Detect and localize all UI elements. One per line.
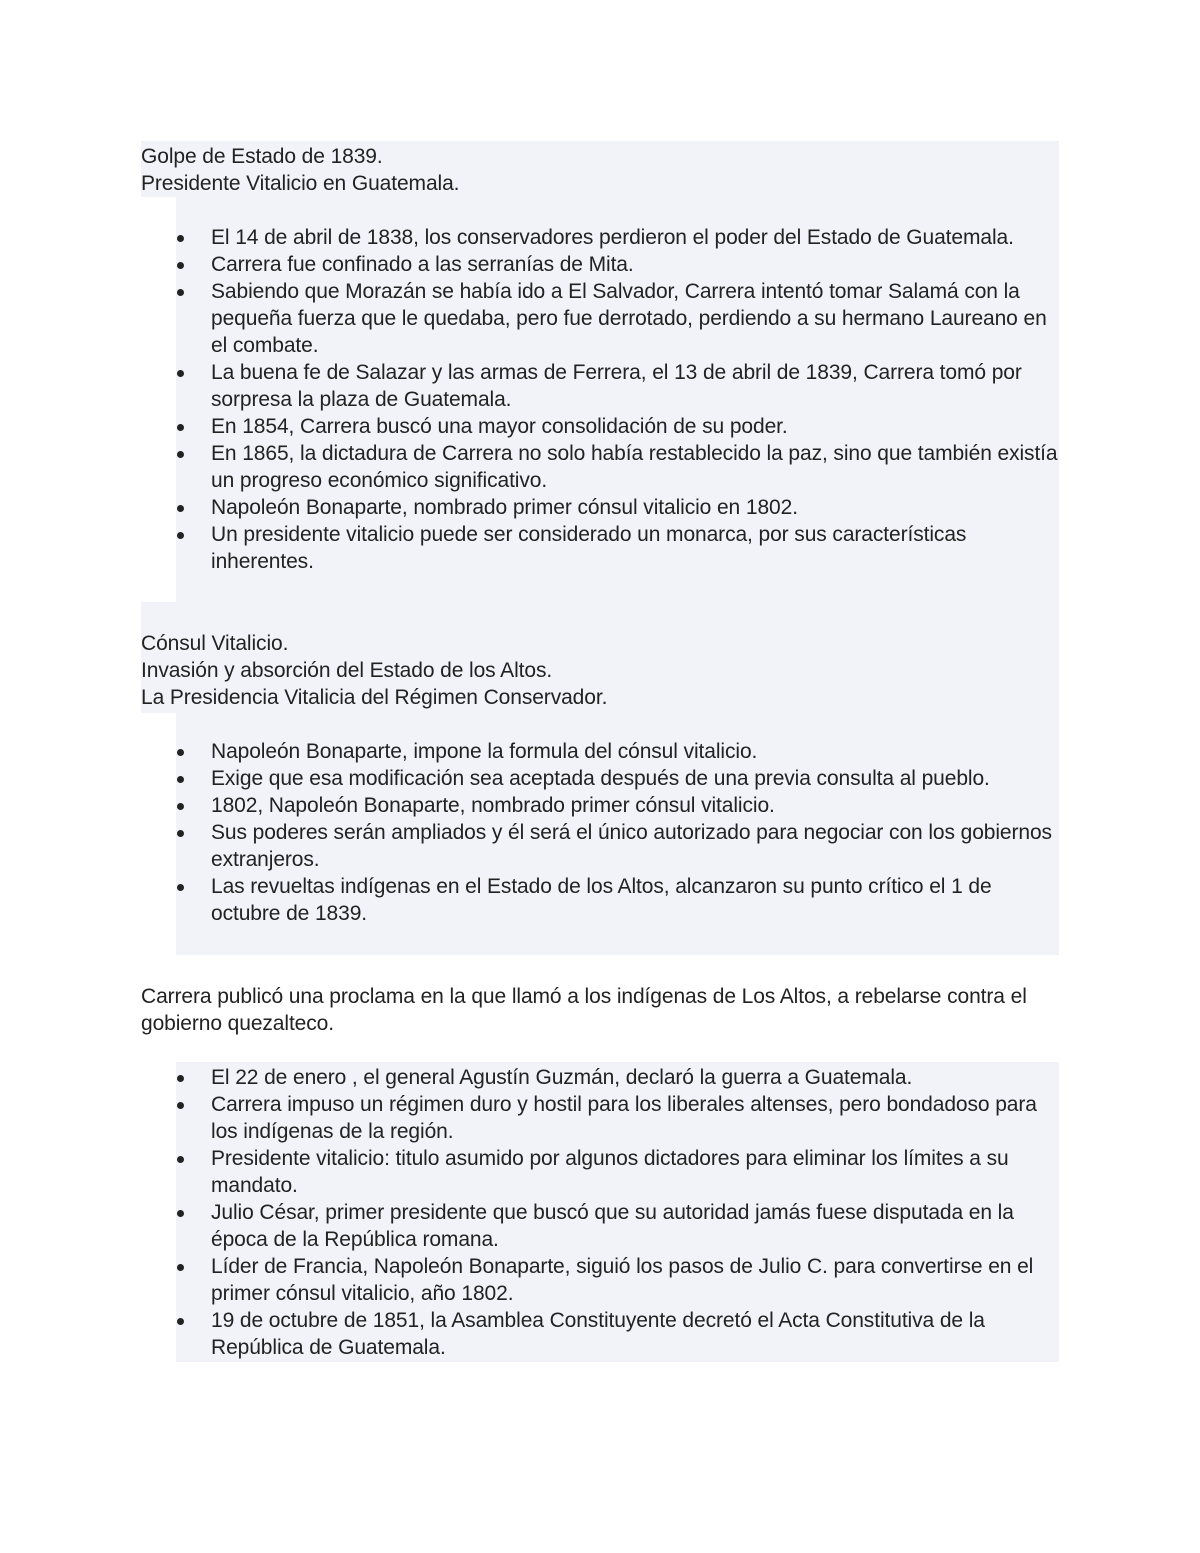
list-item: El 22 de enero , el general Agustín Guzmán, declaró la guerra a Guatemala. bbox=[141, 1064, 1061, 1091]
section-2 bbox=[141, 630, 1071, 927]
blank-line bbox=[141, 711, 1071, 738]
list-item: Un presidente vitalicio puede ser considerado un monarca, por sus características inherentes. bbox=[141, 521, 1061, 575]
list-item: Sus poderes serán ampliados y él será el único autorizado para negociar con los gobiernos extranjeros. bbox=[141, 819, 1061, 873]
list-item: Napoleón Bonaparte, impone la formula del cónsul vitalicio. bbox=[141, 738, 1061, 765]
list-item: En 1865, la dictadura de Carrera no solo había restablecido la paz, sino que también existía un progreso económico significativo. bbox=[141, 440, 1061, 494]
list-item: 1802, Napoleón Bonaparte, nombrado primer cónsul vitalicio. bbox=[141, 792, 1061, 819]
bullet-list bbox=[141, 1064, 1071, 1361]
section-heading: Invasión y absorción del Estado de los Altos. bbox=[141, 659, 553, 682]
section-heading: Presidente Vitalicio en Guatemala. bbox=[141, 172, 460, 195]
list-item: Exige que esa modificación sea aceptada después de una previa consulta al pueblo. bbox=[141, 765, 1061, 792]
list-item: Carrera fue confinado a las serranías de Mita. bbox=[141, 251, 1061, 278]
section-heading: La Presidencia Vitalicia del Régimen Conservador. bbox=[141, 686, 608, 709]
blank-line bbox=[141, 1037, 1071, 1064]
list-item: Julio César, primer presidente que buscó que su autoridad jamás fuese disputada en la época de la República romana. bbox=[141, 1199, 1061, 1253]
bullet-list bbox=[141, 224, 1071, 575]
list-item: Las revueltas indígenas en el Estado de los Altos, alcanzaron su punto crítico el 1 de octubre de 1839. bbox=[141, 873, 1061, 927]
section-heading: Cónsul Vitalicio. bbox=[141, 632, 289, 655]
list-item: En 1854, Carrera buscó una mayor consolidación de su poder. bbox=[141, 413, 1061, 440]
list-item: La buena fe de Salazar y las armas de Ferrera, el 13 de abril de 1839, Carrera tomó por sorpresa la plaza de Guatemala. bbox=[141, 359, 1061, 413]
list-item: Líder de Francia, Napoleón Bonaparte, siguió los pasos de Julio C. para convertirse en el primer cónsul vitalicio, año 1802. bbox=[141, 1253, 1061, 1307]
list-item: Sabiendo que Morazán se había ido a El Salvador, Carrera intentó tomar Salamá con la pequeña fuerza que le quedaba, pero fue derrotado, perdiendo a su hermano Laureano en el combate. bbox=[141, 278, 1061, 359]
section-heading: Golpe de Estado de 1839. bbox=[141, 145, 383, 168]
list-item: El 14 de abril de 1838, los conservadores perdieron el poder del Estado de Guatemala. bbox=[141, 224, 1061, 251]
list-item: 19 de octubre de 1851, la Asamblea Constituyente decretó el Acta Constitutiva de la República de Guatemala. bbox=[141, 1307, 1061, 1361]
bullet-list bbox=[141, 738, 1071, 927]
section-3 bbox=[141, 983, 1071, 1361]
section-1 bbox=[141, 143, 1071, 575]
list-item: Napoleón Bonaparte, nombrado primer cónsul vitalicio en 1802. bbox=[141, 494, 1061, 521]
blank-line bbox=[141, 197, 1071, 224]
list-item: Presidente vitalicio: titulo asumido por algunos dictadores para eliminar los límites a su mandato. bbox=[141, 1145, 1061, 1199]
paragraph: Carrera publicó una proclama en la que llamó a los indígenas de Los Altos, a rebelarse contra el gobierno quezalteco. bbox=[141, 985, 1027, 1035]
list-item: Carrera impuso un régimen duro y hostil para los liberales altenses, pero bondadoso para los indígenas de la región. bbox=[141, 1091, 1061, 1145]
